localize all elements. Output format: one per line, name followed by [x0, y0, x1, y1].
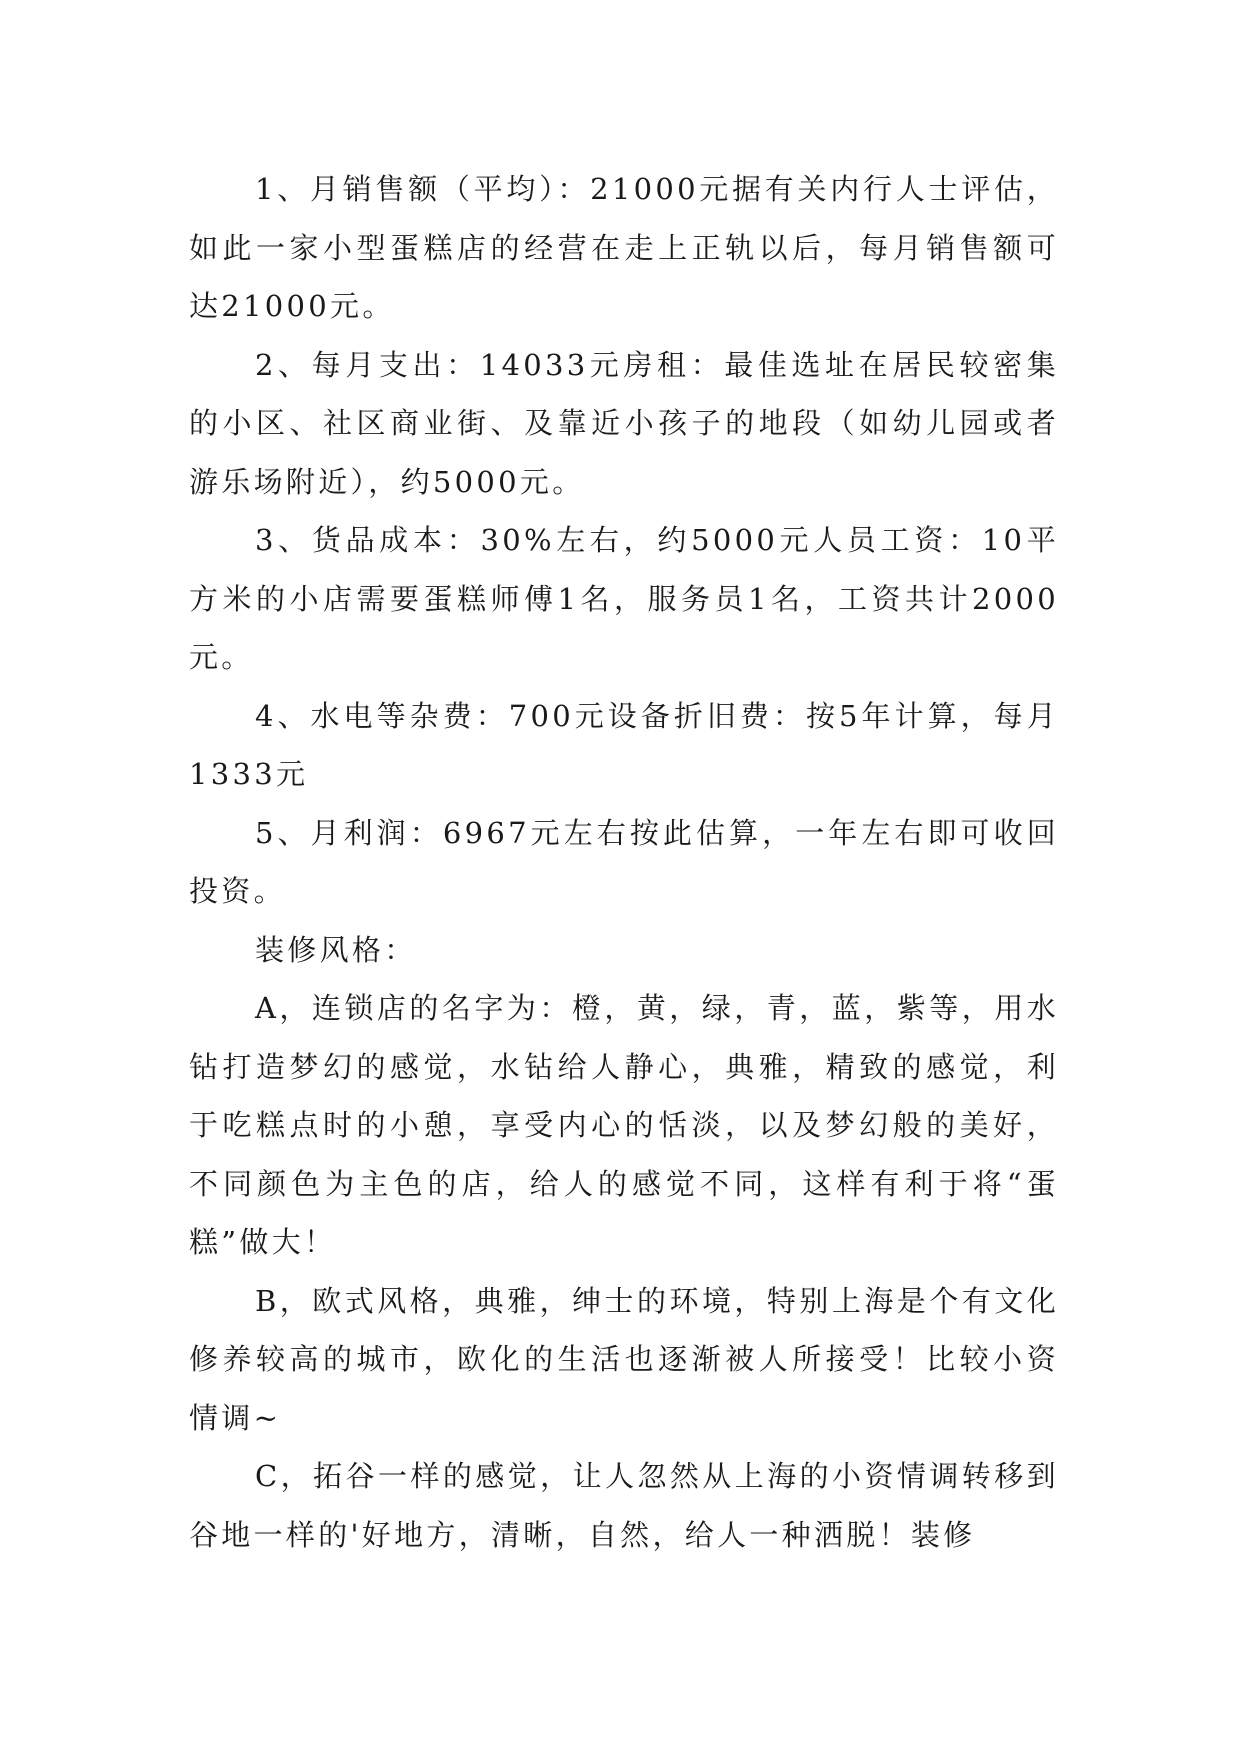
paragraph-monthly-profit: 5、月利润：6967元左右按此估算，一年左右即可收回投资。: [189, 815, 1059, 908]
paragraph-style-b: B，欧式风格，典雅，绅士的环境，特别上海是个有文化修养较高的城市，欧化的生活也逐渐被人所接受！比较小资情调~: [189, 1283, 1059, 1435]
paragraph-decoration-heading: 装修风格：: [255, 932, 417, 967]
paragraph-style-a: A，连锁店的名字为：橙，黄，绿，青，蓝，紫等，用水钻打造梦幻的感觉，水钻给人静心，典雅，精致的感觉，利于吃糕点时的小憩，享受内心的恬淡，以及梦幻般的美好，不同颜色为主色的店，给人的感觉不同，这样有利于将“蛋糕”做大！: [189, 991, 1059, 1259]
paragraph-goods-cost: 3、货品成本：30%左右，约5000元人员工资：10平方米的小店需要蛋糕师傅1名，服务员1名，工资共计2000元。: [189, 523, 1059, 674]
paragraph-monthly-sales: 1、月销售额（平均）：21000元据有关内行人士评估，如此一家小型蛋糕店的经营在走上正轨以后，每月销售额可达21000元。: [189, 172, 1059, 323]
paragraph-utilities: 4、水电等杂费：700元设备折旧费：按5年计算，每月1333元: [189, 698, 1059, 791]
document-body: [189, 160, 1059, 1564]
paragraph-monthly-expenses: 2、每月支出：14033元房租：最佳选址在居民较密集的小区、社区商业街、及靠近小孩子的地段（如幼儿园或者游乐场附近），约5000元。: [189, 347, 1059, 499]
paragraph-style-c: C，拓谷一样的感觉，让人忽然从上海的小资情调转移到谷地一样的'好地方，清晰，自然，给人一种洒脱！装修: [189, 1459, 1059, 1552]
